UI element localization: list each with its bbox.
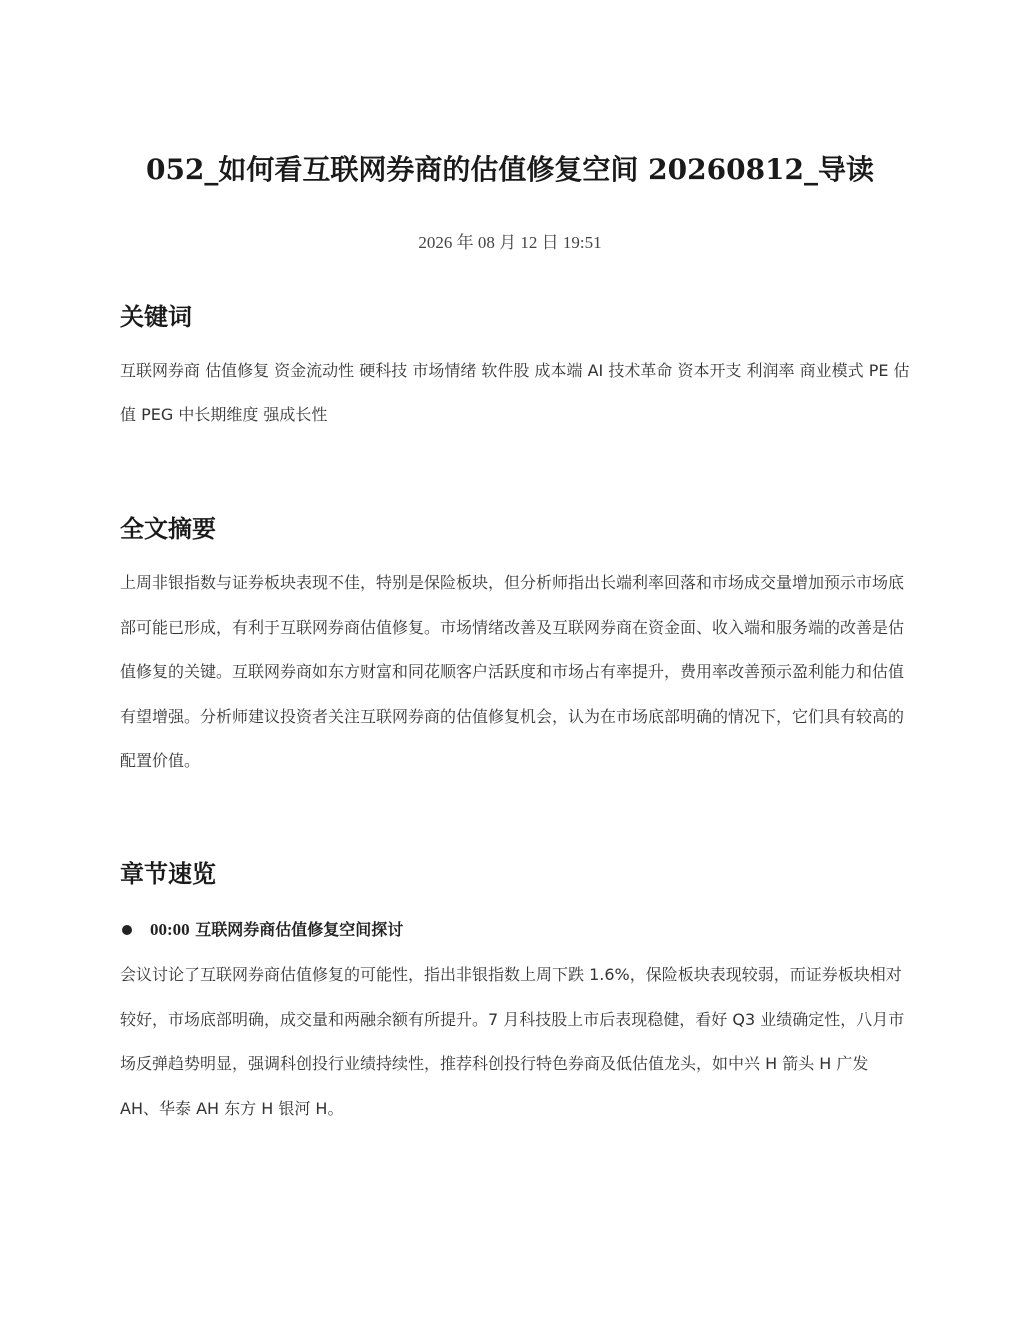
document-title: 052_如何看互联网券商的估值修复空间 20260812_导读 bbox=[145, 153, 875, 186]
summary-heading: 全文摘要 bbox=[120, 515, 216, 543]
document-date: 2026 年 08 月 12 日 19:51 bbox=[418, 233, 602, 252]
summary-text: 上周非银指数与证券板块表现不佳，特别是保险板块，但分析师指出长端利率回落和市场成交量增加预示市场底部可能已形成，有利于互联网券商估值修复。市场情绪改善及互联网券商在资金面、收入端和服务端的改善是估值修复的关键。互联网券商如东方财富和同花顺客户活跃度和市场占有率提升，费用率改善预示盈利能力和估值有望增强。分析师建议投资者关注互联网券商的估值修复机会，认为在市场底部明确的情况下，它们具有较高的配置价值。 bbox=[120, 573, 905, 770]
chapters-heading: 章节速览 bbox=[120, 860, 216, 888]
chapter-title bbox=[150, 916, 403, 944]
chapter-title-text: 互联网券商估值修复空间探讨 bbox=[195, 920, 404, 939]
keywords-heading: 关键词 bbox=[120, 303, 192, 331]
chapter-item bbox=[120, 916, 910, 944]
keywords-list: 互联网券商 估值修复 资金流动性 硬科技 市场情绪 软件股 成本端 AI 技术革命 资本开支 利润率 商业模式 PE 估值 PEG 中长期维度 强成长性 bbox=[120, 361, 910, 424]
chapter-timestamp: 00:00 bbox=[150, 920, 190, 939]
bullet-icon bbox=[122, 925, 132, 935]
chapter-summary-text: 会议讨论了互联网券商估值修复的可能性，指出非银指数上周下跌 1.6%，保险板块表现较弱，而证券板块相对较好，市场底部明确，成交量和两融余额有所提升。7 月科技股上市后表现稳健，看好 Q3 业绩确定性，八月市场反弹趋势明显，强调科创投行业绩持续性，推荐科创投行特色券商及低估值龙头，如中兴 H 箭头 H 广发 AH、华泰 AH 东方 H 银河 H。 bbox=[120, 965, 905, 1118]
